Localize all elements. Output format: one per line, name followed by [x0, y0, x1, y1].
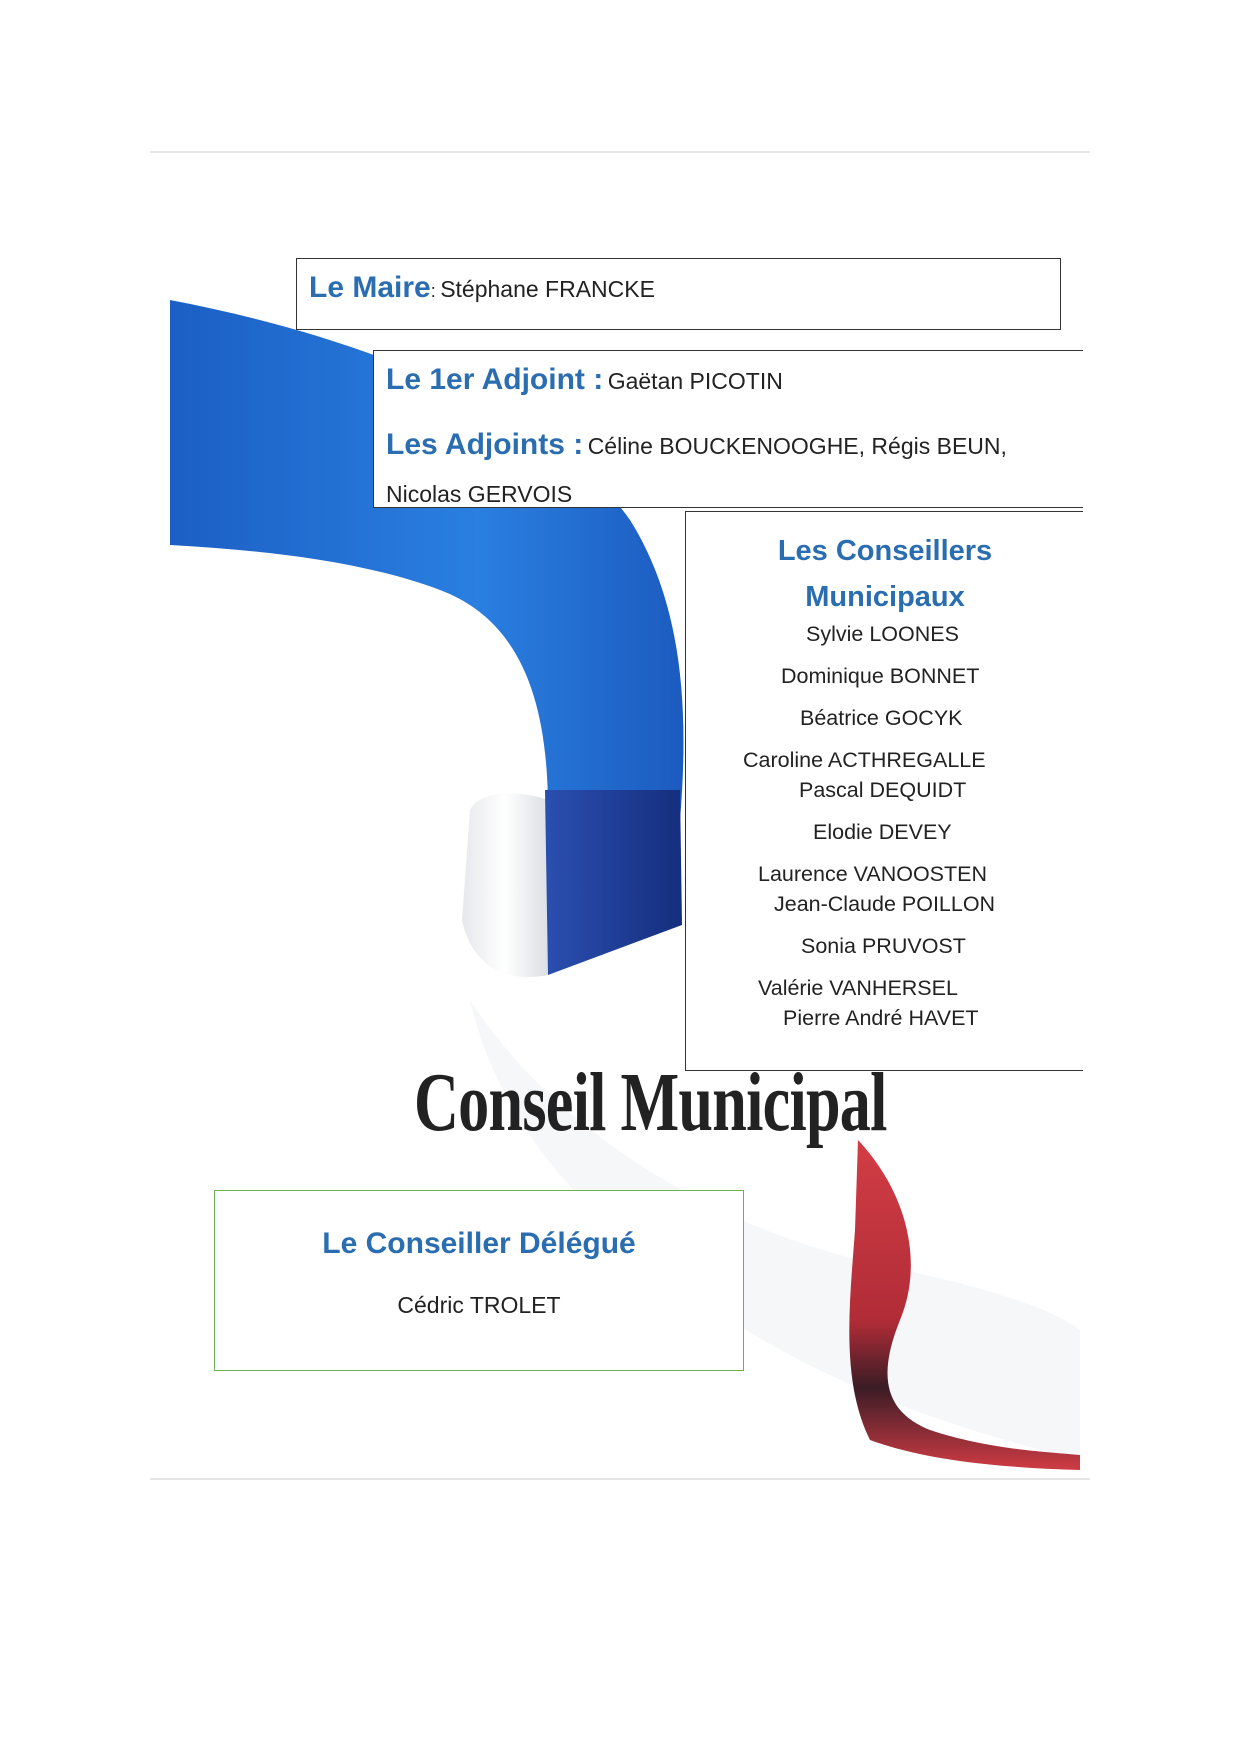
adjoints-names: Céline BOUCKENOOGHE, Régis BEUN, Nicolas GERVOIS [386, 433, 1007, 507]
ribbon-navy-band [545, 790, 682, 975]
conseiller-member: Dominique BONNET [781, 664, 980, 688]
conseiller-member: Béatrice GOCYK [800, 706, 963, 730]
delegue-title: Le Conseiller Délégué [322, 1227, 636, 1260]
conseiller-member: Sylvie LOONES [806, 622, 959, 646]
ribbon-white-fold [462, 793, 548, 977]
conseillers-box [685, 511, 1083, 1071]
conseil-municipal-title: Conseil Municipal [414, 1056, 887, 1149]
conseiller-member: Jean-Claude POILLON [774, 892, 996, 916]
conseillers-title-line1: Les Conseillers [777, 535, 993, 567]
premier-adjoint-name: Gaëtan PICOTIN [607, 368, 783, 394]
premier-adjoint-label: Le 1er Adjoint : [386, 363, 604, 396]
conseiller-member: Laurence VANOOSTEN [758, 862, 988, 886]
delegue-name: Cédric TROLET [397, 1292, 561, 1318]
maire-separator: : [430, 281, 436, 301]
conseillers-title-line2: Municipaux [805, 581, 965, 613]
conseiller-member: Pascal DEQUIDT [799, 778, 967, 802]
adjoints-box [373, 350, 1083, 508]
delegue-box [214, 1190, 744, 1371]
conseiller-member: Caroline ACTHREGALLE [743, 748, 986, 772]
conseiller-member: Valérie VANHERSEL [758, 976, 958, 1000]
conseiller-member: Pierre André HAVET [783, 1006, 979, 1030]
conseiller-member: Elodie DEVEY [813, 820, 952, 844]
adjoints-label: Les Adjoints : [386, 428, 584, 461]
conseillers-title [686, 528, 1084, 620]
maire-label: Le Maire [309, 271, 431, 304]
maire-name: Stéphane FRANCKE [440, 276, 655, 302]
maire-box [296, 258, 1061, 330]
conseiller-member: Sonia PRUVOST [801, 934, 966, 958]
